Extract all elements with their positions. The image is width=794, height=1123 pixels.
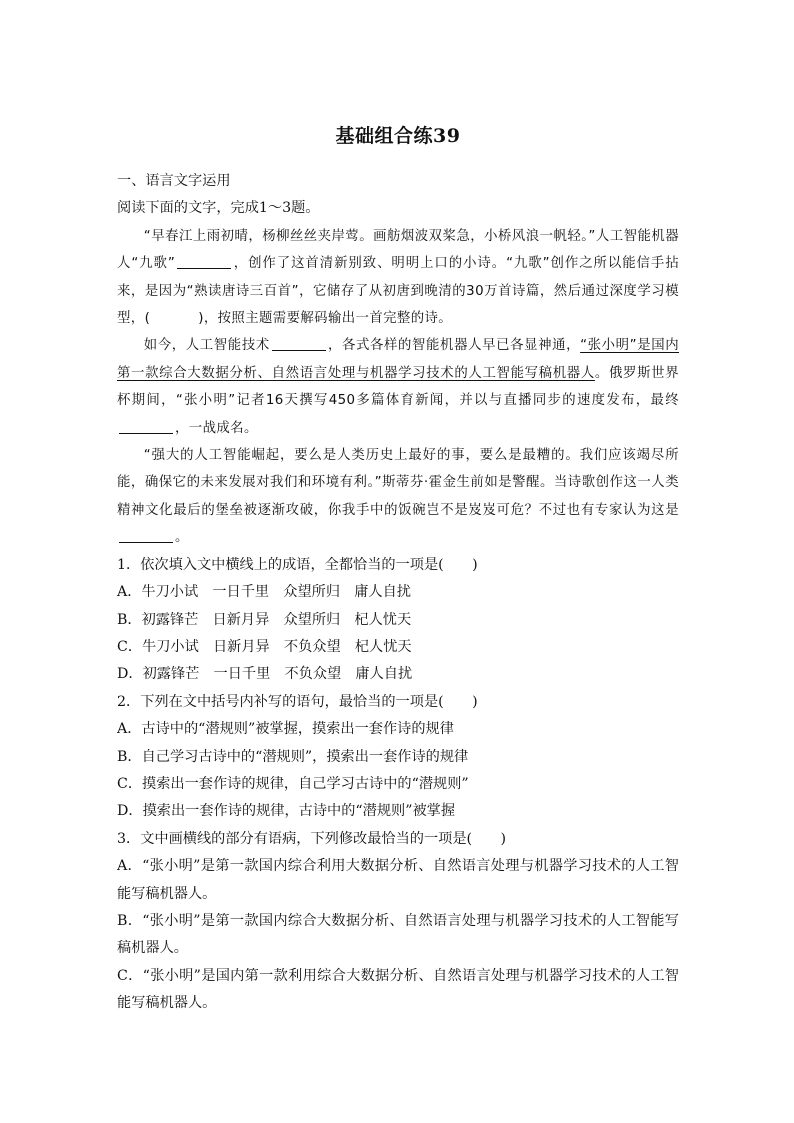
option-a: A．古诗中的“潜规则”被掌握，摸索出一套作诗的规律	[117, 721, 454, 738]
fill-blank-2	[272, 336, 326, 351]
question-1	[117, 552, 679, 689]
option-a: A．“张小明”是第一款国内综合利用大数据分析、自然语言处理与机器学习技术的人工智能写稿机器人。	[117, 858, 679, 902]
question-stem: 2．下列在文中括号内补写的语句，最恰当的一项是( )	[117, 693, 478, 710]
passage-text: ，各式各样的智能机器人早已各显神通，	[327, 338, 581, 354]
passage-text: 。	[175, 530, 189, 546]
option-a: A．牛刀小试 一日千里 众望所归 庸人自扰	[117, 584, 411, 601]
passage-paragraph-1	[117, 223, 679, 333]
instruction: 阅读下面的文字，完成1～3题。	[117, 200, 320, 217]
section-heading: 一、语言文字运用	[117, 173, 231, 189]
passage-text: 。俄罗斯世界杯期间，“张小明”记者16天撰写450多篇体育新闻，并以与直播同步的速度发布，最终	[117, 365, 679, 409]
document-page	[117, 122, 679, 1018]
question-3	[117, 826, 679, 1018]
passage-text: ，一战成名。	[175, 420, 258, 436]
option-c: C．“张小明”是国内第一款利用综合大数据分析、自然语言处理与机器学习技术的人工智能写稿机器人。	[117, 967, 679, 1012]
option-d: D．初露锋芒 一日千里 不负众望 庸人自扰	[117, 666, 413, 683]
question-stem: 3．文中画横线的部分有语病，下列修改最恰当的一项是( )	[117, 830, 506, 847]
page-title: 基础组合练39	[335, 125, 461, 147]
option-c: C．摸索出一套作诗的规律，自己学习古诗中的“潜规则”	[117, 775, 469, 792]
passage-text: 如今，人工智能技术	[143, 338, 270, 354]
option-c: C．牛刀小试 日新月异 不负众望 杞人忧天	[117, 638, 412, 655]
option-b: B．初露锋芒 日新月异 众望所归 杞人忧天	[117, 611, 412, 628]
passage-text: ，创作了这首清新别致、明明上口的小诗。“九歌”创作之所以能信手拈来，是因为“熟读唐诗三百首”，它储存了从初唐到晚清的30万首诗篇，然后通过深度学习模型，(	[117, 256, 679, 327]
passage-text: “早春江上雨初晴，杨柳丝丝夹岸莺。画舫烟波双桨急，小桥风浪一帆轻。”人工智能机器人“九歌”	[117, 228, 679, 272]
option-b: B．“张小明”是第一款国内综合大数据分析、自然语言处理与机器学习技术的人工智能写稿机器人。	[117, 912, 679, 957]
passage-text: “强大的人工智能崛起，要么是人类历史上最好的事，要么是最糟的。我们应该竭尽所能，确保它的未来发展对我们和环境有利。”斯蒂芬·霍金生前如是警醒。当诗歌创作这一人类精神文化最后的堡垒被逐渐攻破，你我手中的饭碗岂不是岌岌可危？不过也有专家认为这是	[117, 448, 679, 518]
fill-blank-1	[177, 254, 231, 269]
question-stem: 1．依次填入文中横线上的成语，全都恰当的一项是( )	[117, 556, 478, 573]
fill-blank-3	[119, 419, 173, 434]
underlined-sentence: “张小明”是国内第一款综合大数据分析、自然语言处理与机器学习技术的人工智能写稿机器人	[117, 338, 679, 381]
passage-paragraph-2	[117, 332, 679, 442]
question-2	[117, 689, 679, 826]
option-d: D．摸索出一套作诗的规律，古诗中的“潜规则”被掌握	[117, 803, 456, 820]
passage-text: )，按照主题需要解码输出一首完整的诗。	[198, 311, 453, 327]
fill-blank-4	[119, 528, 173, 543]
passage-paragraph-3	[117, 442, 679, 552]
option-b: B．自己学习古诗中的“潜规则”，摸索出一套作诗的规律	[117, 748, 469, 765]
